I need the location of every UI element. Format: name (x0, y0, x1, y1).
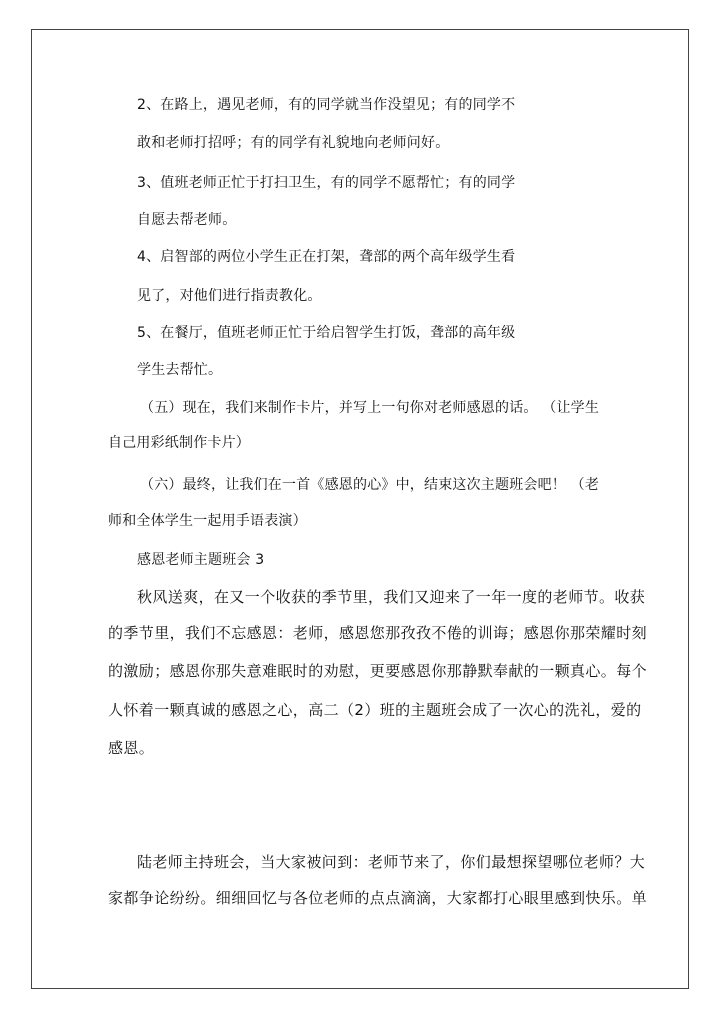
list-item-4-line-1: 4、启智部的两位小学生正在打架，聋部的两个高年级学生看 (137, 249, 516, 265)
list-item-3-line-1: 3、值班老师正忙于打扫卫生，有的同学不愿帮忙；有的同学 (137, 175, 516, 191)
list-item-3-line-2: 自愿去帮老师。 (137, 212, 237, 228)
para2-line-1: 陆老师主持班会，当大家被问到：老师节来了，你们最想探望哪位老师？大 (137, 853, 646, 871)
para1-line-2: 的季节里，我们不忘感恩：老师，感恩您那孜孜不倦的训诲；感恩你那荣耀时刻 (108, 624, 648, 642)
para2-line-2: 家都争论纷纷。细细回忆与各位老师的点点滴滴，大家都打心眼里感到快乐。单 (108, 889, 648, 907)
para1-line-3: 的激励；感恩你那失意难眠时的劝慰，更要感恩你那静默奉献的一颗真心。每个 (108, 662, 648, 680)
list-item-5-line-2: 学生去帮忙。 (137, 362, 223, 378)
para1-line-4: 人怀着一颗真诚的感恩之心，高二（2）班的主题班会成了一次心的洗礼，爱的 (108, 701, 642, 719)
list-item-5-line-1: 5、在餐厅，值班老师正忙于给启智学生打饭，聋部的高年级 (137, 325, 516, 341)
list-item-2-line-2: 敢和老师打招呼；有的同学有礼貌地向老师问好。 (137, 135, 450, 151)
para1-line-5: 感恩。 (108, 739, 155, 757)
step-five-line-2: 自己用彩纸制作卡片） (108, 435, 250, 451)
section-title: 感恩老师主题班会 3 (137, 552, 265, 568)
para1-line-1: 秋风送爽，在又一个收获的季节里，我们又迎来了一年一度的老师节。收获 (137, 588, 646, 606)
step-six-line-1: （六）最终，让我们在一首《感恩的心》中，结束这次主题班会吧！ （老 (140, 477, 600, 493)
step-six-line-2: 师和全体学生一起用手语表演） (108, 513, 307, 529)
step-five-line-1: （五）现在，我们来制作卡片，并写上一句你对老师感恩的话。 （让学生 (140, 400, 600, 416)
list-item-4-line-2: 见了，对他们进行指责教化。 (137, 288, 322, 304)
list-item-2-line-1: 2、在路上，遇见老师，有的同学就当作没望见；有的同学不 (137, 97, 516, 113)
